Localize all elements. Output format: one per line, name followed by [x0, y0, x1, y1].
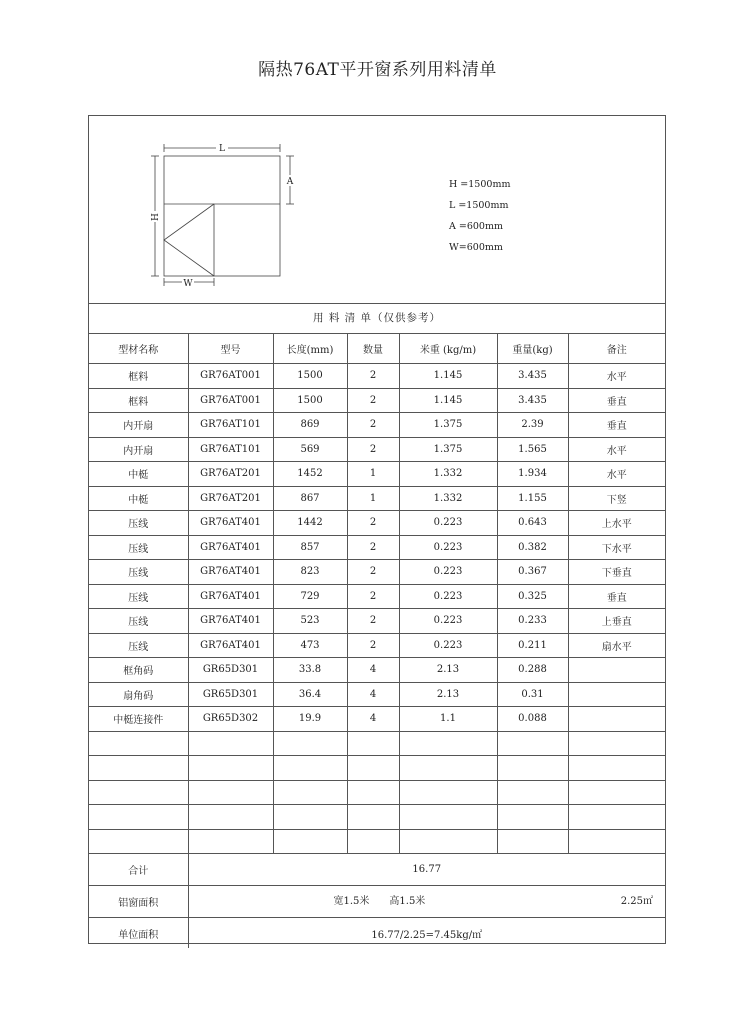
empty-cell [347, 805, 399, 830]
cell-model: GR76AT001 [188, 388, 273, 413]
cell-model: GR65D301 [188, 658, 273, 683]
empty-cell [497, 805, 568, 830]
label-a: A [286, 177, 294, 187]
cell-model: GR76AT201 [188, 462, 273, 487]
materials-table [89, 333, 665, 948]
empty-cell [273, 731, 347, 756]
cell-remark: 下水平 [568, 535, 665, 560]
table-row [89, 609, 665, 634]
cell-model: GR76AT201 [188, 486, 273, 511]
cell-weight: 0.367 [497, 560, 568, 585]
empty-cell [399, 829, 497, 854]
cell-remark: 水平 [568, 462, 665, 487]
empty-cell [188, 731, 273, 756]
cell-length: 1452 [273, 462, 347, 487]
cell-remark: 水平 [568, 364, 665, 389]
empty-cell [399, 731, 497, 756]
table-row [89, 486, 665, 511]
cell-weight: 0.288 [497, 658, 568, 683]
window-frame-outline [164, 156, 280, 276]
cell-remark [568, 658, 665, 683]
cell-model: GR65D301 [188, 682, 273, 707]
cell-weight: 0.31 [497, 682, 568, 707]
cell-profile-name: 框角码 [89, 658, 188, 683]
cell-weight: 0.233 [497, 609, 568, 634]
dimension-a: A =600mm [449, 221, 503, 232]
cell-profile-name: 框料 [89, 388, 188, 413]
dimension-list [449, 174, 510, 258]
cell-quantity: 2 [347, 560, 399, 585]
empty-row [89, 829, 665, 854]
cell-unit-weight: 1.332 [399, 486, 497, 511]
cell-remark: 垂直 [568, 388, 665, 413]
table-row [89, 584, 665, 609]
cell-remark: 扇水平 [568, 633, 665, 658]
cell-model: GR76AT401 [188, 633, 273, 658]
cell-weight: 1.155 [497, 486, 568, 511]
table-row [89, 682, 665, 707]
empty-cell [188, 829, 273, 854]
dimension-h: H =1500mm [449, 179, 511, 190]
cell-remark: 下竖 [568, 486, 665, 511]
cell-unit-weight: 0.223 [399, 633, 497, 658]
cell-length: 857 [273, 535, 347, 560]
empty-cell [347, 756, 399, 781]
cell-weight: 0.382 [497, 535, 568, 560]
window-area-row [89, 886, 665, 918]
cell-quantity: 2 [347, 511, 399, 536]
total-label: 合计 [89, 854, 188, 886]
dimension-l: L =1500mm [449, 200, 509, 211]
cell-model: GR76AT401 [188, 560, 273, 585]
cell-unit-weight: 0.223 [399, 609, 497, 634]
empty-cell [188, 780, 273, 805]
empty-cell [273, 829, 347, 854]
cell-quantity: 2 [347, 535, 399, 560]
empty-cell [89, 829, 188, 854]
empty-cell [399, 756, 497, 781]
table-row [89, 633, 665, 658]
empty-cell [347, 829, 399, 854]
header-quantity: 数量 [347, 333, 399, 364]
cell-model: GR76AT401 [188, 584, 273, 609]
cell-length: 823 [273, 560, 347, 585]
cell-unit-weight: 2.13 [399, 682, 497, 707]
cell-remark: 上垂直 [568, 609, 665, 634]
cell-length: 869 [273, 413, 347, 438]
cell-length: 1500 [273, 364, 347, 389]
cell-weight: 1.565 [497, 437, 568, 462]
sash-opening-mark [164, 204, 214, 276]
cell-remark: 垂直 [568, 413, 665, 438]
document-title: 隔热76AT平开窗系列用料清单 [258, 60, 497, 80]
dimension-w: W=600mm [449, 242, 503, 253]
window-area-value: 2.25㎡ [620, 896, 653, 907]
cell-length: 1442 [273, 511, 347, 536]
empty-cell [568, 805, 665, 830]
empty-row [89, 756, 665, 781]
cell-model: GR76AT401 [188, 535, 273, 560]
table-row [89, 413, 665, 438]
header-weight: 重量(kg) [497, 333, 568, 364]
cell-profile-name: 压线 [89, 584, 188, 609]
cell-length: 36.4 [273, 682, 347, 707]
empty-cell [497, 756, 568, 781]
empty-cell [89, 731, 188, 756]
empty-cell [568, 829, 665, 854]
cell-length: 729 [273, 584, 347, 609]
cell-unit-weight: 1.145 [399, 364, 497, 389]
header-length: 长度(mm) [273, 333, 347, 364]
cell-profile-name: 扇角码 [89, 682, 188, 707]
unit-area-label: 单位面积 [89, 918, 188, 949]
empty-cell [273, 756, 347, 781]
header-unit-weight: 米重 (kg/m) [399, 333, 497, 364]
cell-unit-weight: 0.223 [399, 584, 497, 609]
total-value: 16.77 [188, 854, 665, 886]
cell-profile-name: 内开扇 [89, 437, 188, 462]
cell-quantity: 2 [347, 609, 399, 634]
cell-length: 473 [273, 633, 347, 658]
cell-profile-name: 框料 [89, 364, 188, 389]
cell-unit-weight: 0.223 [399, 511, 497, 536]
unit-area-value: 16.77/2.25=7.45kg/㎡ [188, 918, 665, 949]
cell-profile-name: 中梃 [89, 462, 188, 487]
empty-cell [568, 731, 665, 756]
cell-quantity: 4 [347, 682, 399, 707]
cell-weight: 1.934 [497, 462, 568, 487]
cell-weight: 2.39 [497, 413, 568, 438]
cell-quantity: 2 [347, 633, 399, 658]
empty-cell [497, 731, 568, 756]
cell-unit-weight: 1.375 [399, 437, 497, 462]
cell-length: 33.8 [273, 658, 347, 683]
cell-quantity: 4 [347, 658, 399, 683]
cell-unit-weight: 1.332 [399, 462, 497, 487]
table-row [89, 437, 665, 462]
cell-remark: 下垂直 [568, 560, 665, 585]
cell-weight: 0.643 [497, 511, 568, 536]
empty-cell [399, 805, 497, 830]
table-row [89, 560, 665, 585]
empty-cell [497, 829, 568, 854]
header-model: 型号 [188, 333, 273, 364]
cell-remark: 水平 [568, 437, 665, 462]
cell-profile-name: 压线 [89, 609, 188, 634]
cell-length: 19.9 [273, 707, 347, 732]
cell-unit-weight: 2.13 [399, 658, 497, 683]
cell-remark: 上水平 [568, 511, 665, 536]
table-row [89, 511, 665, 536]
empty-cell [399, 780, 497, 805]
table-row [89, 707, 665, 732]
cell-profile-name: 中梃连接件 [89, 707, 188, 732]
unit-area-row [89, 918, 665, 949]
table-row [89, 658, 665, 683]
cell-unit-weight: 1.145 [399, 388, 497, 413]
cell-model: GR65D302 [188, 707, 273, 732]
header-remark: 备注 [568, 333, 665, 364]
empty-cell [347, 731, 399, 756]
cell-model: GR76AT101 [188, 437, 273, 462]
cell-profile-name: 内开扇 [89, 413, 188, 438]
cell-profile-name: 中梃 [89, 486, 188, 511]
cell-profile-name: 压线 [89, 560, 188, 585]
cell-quantity: 2 [347, 584, 399, 609]
table-row [89, 535, 665, 560]
cell-model: GR76AT101 [188, 413, 273, 438]
cell-weight: 0.325 [497, 584, 568, 609]
cell-remark: 垂直 [568, 584, 665, 609]
window-diagram [89, 116, 665, 303]
section-title: 用 料 清 单（仅供参考） [312, 312, 441, 324]
cell-quantity: 2 [347, 413, 399, 438]
cell-weight: 3.435 [497, 388, 568, 413]
empty-cell [188, 756, 273, 781]
cell-model: GR76AT401 [188, 609, 273, 634]
cell-model: GR76AT001 [188, 364, 273, 389]
cell-profile-name: 压线 [89, 511, 188, 536]
empty-cell [347, 780, 399, 805]
cell-quantity: 2 [347, 388, 399, 413]
empty-cell [497, 780, 568, 805]
empty-row [89, 780, 665, 805]
cell-length: 867 [273, 486, 347, 511]
cell-model: GR76AT401 [188, 511, 273, 536]
cell-unit-weight: 0.223 [399, 560, 497, 585]
empty-cell [273, 805, 347, 830]
cell-quantity: 2 [347, 364, 399, 389]
empty-cell [89, 805, 188, 830]
bom-sheet [88, 115, 666, 944]
cell-remark [568, 682, 665, 707]
cell-remark [568, 707, 665, 732]
cell-profile-name: 压线 [89, 633, 188, 658]
cell-profile-name: 压线 [89, 535, 188, 560]
empty-row [89, 731, 665, 756]
table-row [89, 388, 665, 413]
header-profile-name: 型材名称 [89, 333, 188, 364]
empty-cell [568, 780, 665, 805]
table-row [89, 364, 665, 389]
cell-weight: 3.435 [497, 364, 568, 389]
label-l: L [219, 144, 225, 154]
cell-length: 569 [273, 437, 347, 462]
empty-cell [89, 756, 188, 781]
cell-unit-weight: 1.1 [399, 707, 497, 732]
cell-unit-weight: 1.375 [399, 413, 497, 438]
cell-weight: 0.211 [497, 633, 568, 658]
cell-quantity: 1 [347, 486, 399, 511]
table-row [89, 462, 665, 487]
table-header-row [89, 333, 665, 364]
empty-cell [568, 756, 665, 781]
cell-quantity: 1 [347, 462, 399, 487]
empty-cell [188, 805, 273, 830]
label-h: H [151, 213, 161, 221]
label-w: W [183, 279, 193, 289]
cell-quantity: 4 [347, 707, 399, 732]
total-row [89, 854, 665, 886]
empty-cell [89, 780, 188, 805]
window-area-cell [188, 886, 665, 918]
cell-unit-weight: 0.223 [399, 535, 497, 560]
cell-quantity: 2 [347, 437, 399, 462]
cell-length: 1500 [273, 388, 347, 413]
cell-weight: 0.088 [497, 707, 568, 732]
empty-row [89, 805, 665, 830]
window-area-label: 铝窗面积 [89, 886, 188, 918]
window-area-dims: 宽1.5米 高1.5米 [333, 896, 426, 907]
empty-cell [273, 780, 347, 805]
cell-length: 523 [273, 609, 347, 634]
